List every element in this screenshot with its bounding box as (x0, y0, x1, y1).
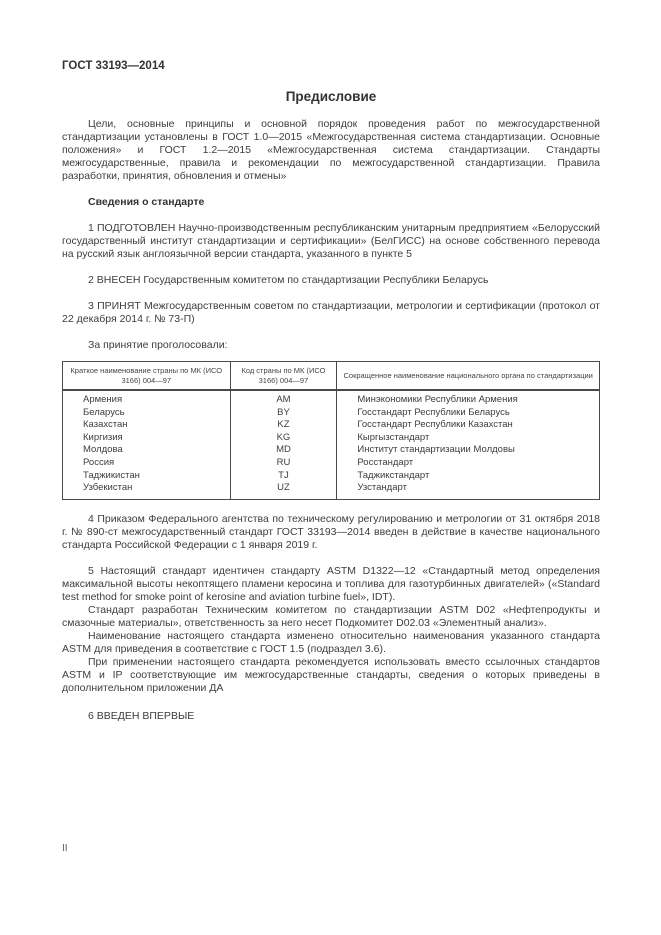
table-row (63, 407, 600, 420)
page-number: II (62, 843, 68, 854)
standard-info-heading: Сведения о стандарте (88, 196, 205, 208)
table-header-row (63, 362, 600, 391)
cell-country: Молдова (63, 444, 231, 457)
cell-code: KZ (230, 419, 337, 432)
cell-org: Узстандарт (337, 482, 600, 499)
table-header-code: Код страны по МК (ИСО 3166) 004—97 (230, 362, 337, 391)
cell-code: TJ (230, 470, 337, 483)
item-5-identical: 5 Настоящий стандарт идентичен стандарту ASTM D1322—12 «Стандартный метод определения максимальной высоты некоптящего пламени керосина и топлива для газотурбинных двигателей» («Standard test method for smoke point of kerosine and aviation turbine fuel», IDT). (62, 564, 600, 603)
cell-org: Кыргызстандарт (337, 432, 600, 445)
vote-lead: За принятие проголосовали: (88, 339, 228, 351)
vote-table-body (63, 390, 600, 499)
intro-paragraph: Цели, основные принципы и основной порядок проведения работ по межгосударственной стандартизации установлены в ГОСТ 1.0—2015 «Межгосударственная система стандартизации. Основные положения» и ГОСТ 1.2—2015 «Межгосударственная система стандартизации. Стандарты межгосударственные, правила и рекомендации по межгосударственной стандартизации. Правила разработки, принятия, обновления и отмены» (62, 118, 600, 182)
item-3-adopted: 3 ПРИНЯТ Межгосударственным советом по стандартизации, метрологии и сертификации (протокол от 22 декабря 2014 г. № 73-П) (62, 300, 600, 325)
cell-code: AM (230, 390, 337, 407)
cell-org: Таджикстандарт (337, 470, 600, 483)
item-2-submitted: 2 ВНЕСЕН Государственным комитетом по стандартизации Республики Беларусь (88, 274, 489, 286)
cell-code: MD (230, 444, 337, 457)
cell-code: BY (230, 407, 337, 420)
page-title: Предисловие (285, 89, 377, 104)
cell-code: KG (230, 432, 337, 445)
table-row (63, 470, 600, 483)
cell-country: Киргизия (63, 432, 231, 445)
table-row (63, 432, 600, 445)
cell-org: Росстандарт (337, 457, 600, 470)
item-5-recommendation: При применении настоящего стандарта рекомендуется использовать вместо ссылочных стандартов ASTM и IP соответствующие им межгосударственные стандарты, сведения о которых приведены в дополнительном приложении ДА (62, 655, 600, 694)
cell-country: Россия (63, 457, 231, 470)
item-6-first-time: 6 ВВЕДЕН ВПЕРВЫЕ (88, 709, 195, 722)
cell-country: Армения (63, 390, 231, 407)
item-5-name-change: Наименование настоящего стандарта изменено относительно наименования указанного стандарта ASTM для приведения в соответствие с ГОСТ 1.5 (подраздел 3.6). (62, 629, 600, 655)
cell-org: Госстандарт Республики Казахстан (337, 419, 600, 432)
cell-code: UZ (230, 482, 337, 499)
table-row (63, 457, 600, 470)
table-header-country: Краткое наименование страны по МК (ИСО 3166) 004—97 (63, 362, 231, 391)
cell-country: Казахстан (63, 419, 231, 432)
vote-table (62, 361, 600, 500)
cell-country: Таджикистан (63, 470, 231, 483)
doc-number: ГОСТ 33193—2014 (62, 60, 165, 72)
cell-org: Институт стандартизации Молдовы (337, 444, 600, 457)
table-row (63, 444, 600, 457)
cell-org: Госстандарт Республики Беларусь (337, 407, 600, 420)
cell-country: Узбекистан (63, 482, 231, 499)
item-1-prepared: 1 ПОДГОТОВЛЕН Научно-производственным республиканским унитарным предприятием «Белорусский государственный институт стандартизации и сертификации» (БелГИСС) на основе собственного перевода на русский язык англоязычной версии стандарта, указанного в пункте 5 (62, 222, 600, 260)
table-row (63, 419, 600, 432)
table-row (63, 482, 600, 499)
cell-country: Беларусь (63, 407, 231, 420)
table-row (63, 390, 600, 407)
cell-org: Минэкономики Республики Армения (337, 390, 600, 407)
cell-code: RU (230, 457, 337, 470)
item-5-committee: Стандарт разработан Техническим комитетом по стандартизации ASTM D02 «Нефтепродукты и смазочные материалы», ответственность за него несет Подкомитет D02.03 «Элементный анализ». (62, 603, 600, 629)
table-header-org: Сокращенное наименование национального органа по стандартизации (337, 362, 600, 391)
item-4-order: 4 Приказом Федерального агентства по техническому регулированию и метрологии от 31 октября 2018 г. № 890-ст межгосударственный стандарт ГОСТ 33193—2014 введен в действие в качестве национального стандарта Российской Федерации с 1 января 2019 г. (62, 512, 600, 551)
